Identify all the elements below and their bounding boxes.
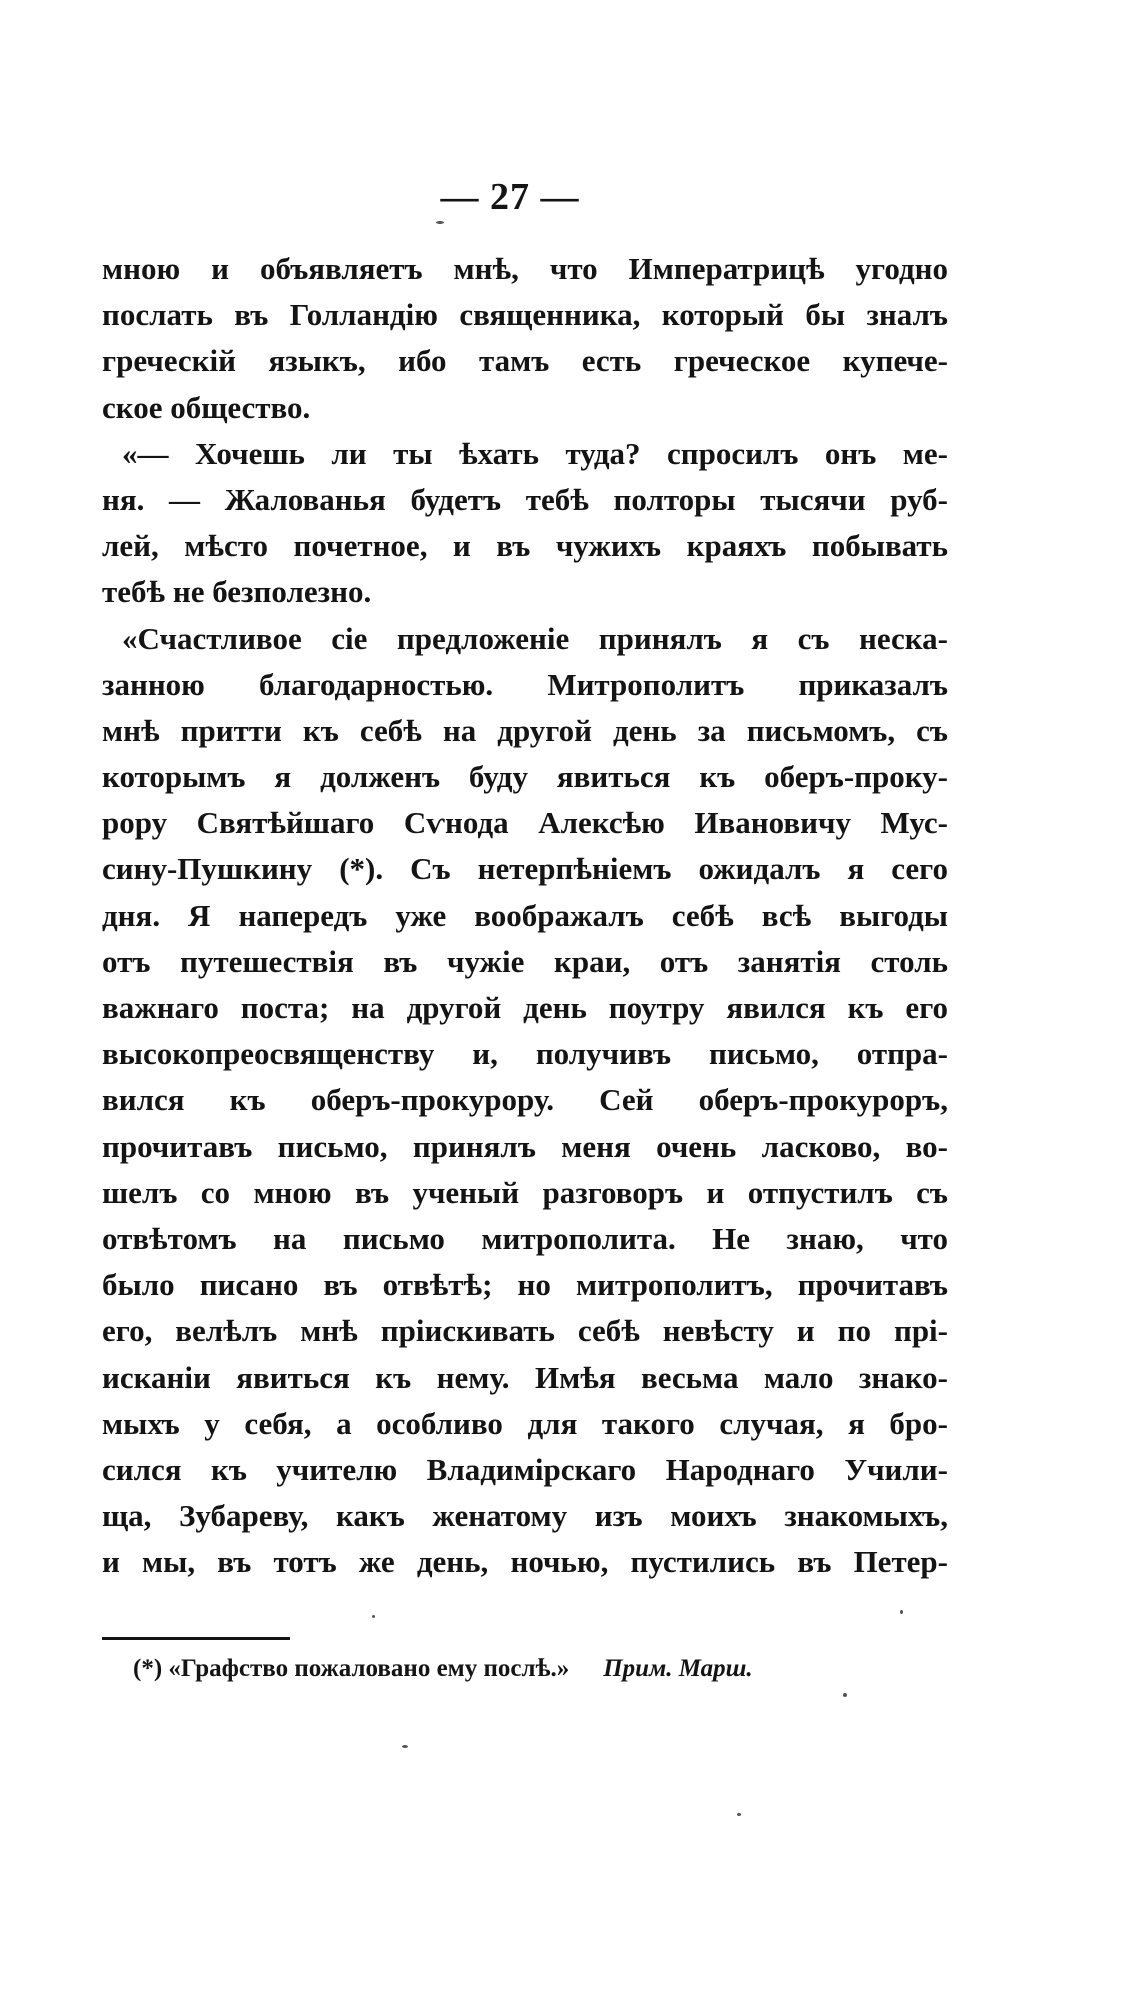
footnote-divider — [102, 1637, 290, 1640]
body-text — [102, 246, 948, 1585]
text-line: сину-Пушкину (*). Съ нетерпѣніемъ ожидалъ я сего — [102, 851, 948, 887]
text-line: «— Хочешь ли ты ѣхать туда? спросилъ онъ ме- — [122, 435, 948, 471]
text-line: и мы, въ тотъ же день, ночью, пустились въ Петер- — [102, 1544, 948, 1580]
scan-speck — [843, 1693, 847, 1697]
text-line: которымъ я долженъ буду явиться къ оберъ-проку- — [102, 759, 948, 795]
text-line: отъ путешествія въ чужіе краи, отъ занятія столь — [102, 943, 948, 979]
footnote-text: (*) «Графство пожаловано ему послѣ.» — [133, 1655, 570, 1682]
text-line: мнѣ притти къ себѣ на другой день за письмомъ, съ — [102, 712, 948, 748]
footnote — [133, 1655, 933, 1683]
scan-speck — [372, 1615, 375, 1618]
text-line: послать въ Голландію священника, который бы зналъ — [102, 297, 948, 333]
text-line: отвѣтомъ на письмо митрополита. Не знаю, что — [102, 1220, 948, 1256]
scan-speck — [900, 1610, 903, 1614]
text-line: его, велѣлъ мнѣ пріискивать себѣ невѣсту и по прі- — [102, 1313, 948, 1349]
text-line: дня. Я напередъ уже воображалъ себѣ всѣ выгоды — [102, 897, 948, 933]
text-line: греческій языкъ, ибо тамъ есть греческое купече- — [102, 343, 948, 379]
text-line: шелъ со мною въ ученый разговоръ и отпустилъ съ — [102, 1174, 948, 1210]
text-line: вился къ оберъ-прокурору. Сей оберъ-прокуроръ, — [102, 1082, 948, 1118]
text-line: занною благодарностью. Митрополитъ приказалъ — [102, 666, 948, 702]
text-line: ща, Зубареву, какъ женатому изъ моихъ знакомыхъ, — [102, 1498, 948, 1534]
text-line: «Счастливое сіе предложеніе принялъ я съ неска- — [122, 620, 948, 656]
text-line: мною и объявляетъ мнѣ, что Императрицѣ угодно — [102, 251, 948, 286]
text-line: было писано въ отвѣтѣ; но митрополитъ, прочитавъ — [102, 1267, 948, 1303]
footnote-attribution: Прим. Марш. — [603, 1655, 753, 1682]
text-line: исканіи явиться къ нему. Имѣя весьма мало знако- — [102, 1359, 948, 1395]
page-number: — 27 — — [440, 176, 580, 218]
text-line: ское общество. — [102, 389, 311, 425]
text-line: мыхъ у себя, а особливо для такого случая, я бро- — [102, 1405, 948, 1441]
text-line: тебѣ не безполезно. — [102, 574, 372, 610]
text-line: высокопреосвященству и, получивъ письмо, отпра- — [102, 1036, 948, 1072]
text-line: важнаго поста; на другой день поутру явился къ его — [102, 990, 948, 1025]
text-line: прочитавъ письмо, принялъ меня очень ласково, во- — [102, 1128, 948, 1164]
scan-speck — [737, 1813, 741, 1816]
scan-speck — [402, 1745, 408, 1748]
text-line: рору Святѣйшаго Сѵнода Алексѣю Ивановичу Мус- — [102, 805, 948, 841]
text-line: сился къ учителю Владимірскаго Народнаго Учили- — [102, 1451, 948, 1487]
text-line: лей, мѣсто почетное, и въ чужихъ краяхъ побывать — [102, 528, 948, 564]
scan-speck — [436, 221, 444, 224]
text-line: ня. — Жалованья будетъ тебѣ полторы тысячи руб- — [102, 481, 948, 517]
